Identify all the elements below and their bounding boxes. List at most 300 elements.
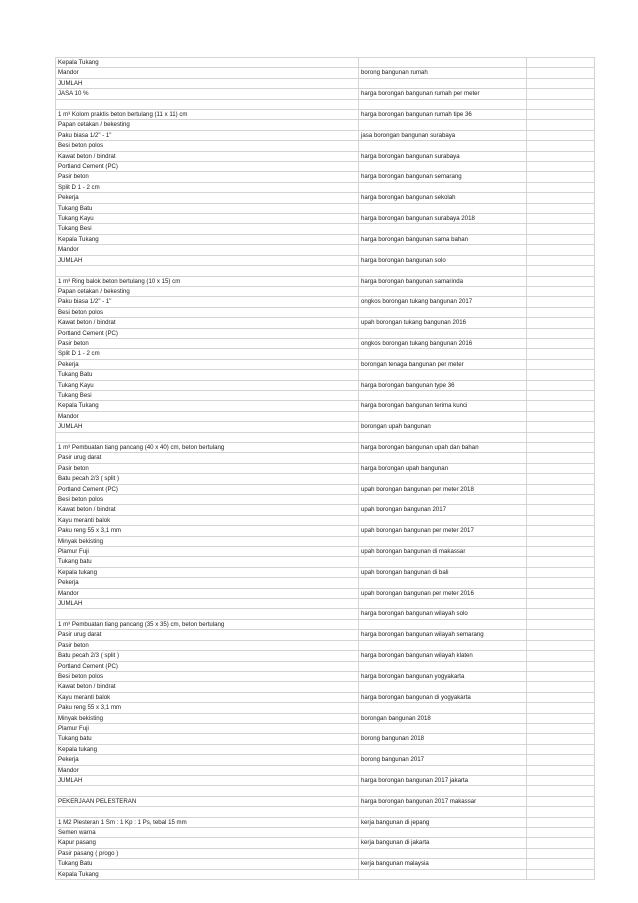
keyword-cell: [359, 744, 527, 754]
item-cell: Tukang Batu: [56, 370, 359, 380]
empty-cell: [527, 744, 595, 754]
table-row: [56, 453, 595, 463]
empty-cell: [527, 505, 595, 515]
empty-cell: [527, 349, 595, 359]
table-row: [56, 755, 595, 765]
item-cell: Tukang Besi: [56, 224, 359, 234]
keyword-cell: [359, 474, 527, 484]
empty-cell: [527, 786, 595, 796]
keyword-cell: harga borongan bangunan semarang: [359, 172, 527, 182]
empty-cell: [527, 838, 595, 848]
empty-cell: [527, 495, 595, 505]
empty-cell: [527, 266, 595, 276]
empty-cell: [527, 58, 595, 68]
keyword-cell: [359, 640, 527, 650]
table-row: [56, 786, 595, 796]
table-row: [56, 765, 595, 775]
keyword-cell: harga borongan bangunan wilayah solo: [359, 609, 527, 619]
empty-cell: [527, 297, 595, 307]
keyword-cell: harga borongan bangunan surabaya 2018: [359, 214, 527, 224]
item-cell: [56, 786, 359, 796]
empty-cell: [527, 432, 595, 442]
table-row: [56, 495, 595, 505]
empty-cell: [527, 515, 595, 525]
item-cell: Tukang batu: [56, 557, 359, 567]
keyword-cell: harga borongan bangunan upah dan bahan: [359, 442, 527, 452]
keyword-cell: [359, 682, 527, 692]
table-row: [56, 110, 595, 120]
empty-cell: [527, 775, 595, 785]
table-row: [56, 838, 595, 848]
empty-cell: [527, 671, 595, 681]
keyword-cell: [359, 58, 527, 68]
table-row: [56, 671, 595, 681]
item-cell: Kapur pasang: [56, 838, 359, 848]
keyword-cell: upah borongan bangunan di bali: [359, 567, 527, 577]
table-row: [56, 713, 595, 723]
keyword-cell: [359, 495, 527, 505]
item-cell: [56, 432, 359, 442]
empty-cell: [527, 827, 595, 837]
empty-cell: [527, 578, 595, 588]
item-cell: Besi beton polos: [56, 141, 359, 151]
empty-cell: [527, 796, 595, 806]
empty-cell: [527, 68, 595, 78]
item-cell: Minyak bekisting: [56, 713, 359, 723]
table-row: [56, 682, 595, 692]
empty-cell: [527, 848, 595, 858]
keyword-cell: [359, 765, 527, 775]
item-cell: Split D 1 - 2 cm: [56, 182, 359, 192]
keyword-cell: [359, 99, 527, 109]
spreadsheet-table: [55, 57, 595, 880]
keyword-cell: borong bangunan 2017: [359, 755, 527, 765]
empty-cell: [527, 609, 595, 619]
item-cell: Paku reng 55 x 3,1 mm: [56, 526, 359, 536]
keyword-cell: kerja bangunan malaysia: [359, 859, 527, 869]
keyword-cell: [359, 224, 527, 234]
item-cell: Pasir urug darat: [56, 630, 359, 640]
keyword-cell: [359, 328, 527, 338]
item-cell: Batu pecah 2/3 ( split ): [56, 474, 359, 484]
table-row: [56, 297, 595, 307]
item-cell: Mandor: [56, 411, 359, 421]
item-cell: Semen warna: [56, 827, 359, 837]
item-cell: JUMLAH: [56, 422, 359, 432]
table-row: [56, 422, 595, 432]
table-row: [56, 172, 595, 182]
empty-cell: [527, 682, 595, 692]
table-row: [56, 182, 595, 192]
table-row: [56, 359, 595, 369]
item-cell: Kawat beton / bindrat: [56, 151, 359, 161]
keyword-cell: [359, 120, 527, 130]
keyword-cell: [359, 723, 527, 733]
item-cell: Portland Cement (PC): [56, 661, 359, 671]
table-row: [56, 661, 595, 671]
empty-cell: [527, 193, 595, 203]
item-cell: Besi beton polos: [56, 307, 359, 317]
table-row: [56, 505, 595, 515]
empty-cell: [527, 713, 595, 723]
item-cell: Paku biasa 1/2" - 1": [56, 130, 359, 140]
item-cell: JASA 10 %: [56, 89, 359, 99]
keyword-cell: [359, 370, 527, 380]
empty-cell: [527, 182, 595, 192]
keyword-cell: [359, 141, 527, 151]
item-cell: Paku reng 55 x 3,1 mm: [56, 703, 359, 713]
keyword-cell: [359, 182, 527, 192]
keyword-cell: harga borongan bangunan type 36: [359, 380, 527, 390]
table-row: [56, 515, 595, 525]
item-cell: Paku biasa 1/2" - 1": [56, 297, 359, 307]
table-row: [56, 255, 595, 265]
table-row: [56, 328, 595, 338]
empty-cell: [527, 370, 595, 380]
keyword-cell: kerja bangunan di jakarta: [359, 838, 527, 848]
table-row: [56, 640, 595, 650]
table-row: [56, 484, 595, 494]
table-row: [56, 380, 595, 390]
item-cell: 1 m³ Pembuatan tiang pancang (40 x 40) cm, beton bertulang: [56, 442, 359, 452]
table-row: [56, 214, 595, 224]
keyword-cell: harga borongan bangunan rumah tipe 36: [359, 110, 527, 120]
table-row: [56, 338, 595, 348]
keyword-cell: [359, 848, 527, 858]
empty-cell: [527, 630, 595, 640]
item-cell: Kayu meranti balok: [56, 515, 359, 525]
table-row: [56, 234, 595, 244]
item-cell: Kawat beton / bindrat: [56, 682, 359, 692]
item-cell: [56, 609, 359, 619]
empty-cell: [527, 442, 595, 452]
item-cell: Tukang Batu: [56, 859, 359, 869]
item-cell: Portland Cement (PC): [56, 484, 359, 494]
empty-cell: [527, 203, 595, 213]
keyword-cell: [359, 390, 527, 400]
item-cell: JUMLAH: [56, 599, 359, 609]
item-cell: 1 m³ Kolom praktis beton bertulang (11 x 11) cm: [56, 110, 359, 120]
item-cell: Besi beton polos: [56, 495, 359, 505]
empty-cell: [527, 214, 595, 224]
empty-cell: [527, 245, 595, 255]
keyword-cell: ongkos borongan tukang bangunan 2017: [359, 297, 527, 307]
item-cell: Tukang Besi: [56, 390, 359, 400]
item-cell: Kepala tukang: [56, 567, 359, 577]
item-cell: 1 m³ Ring balok beton bertulang (10 x 15) cm: [56, 276, 359, 286]
keyword-cell: harga borongan bangunan sekolah: [359, 193, 527, 203]
keyword-cell: [359, 245, 527, 255]
item-cell: 1 m³ Pembuatan tiang pancang (35 x 35) cm, beton bertulang: [56, 619, 359, 629]
item-cell: Tukang Batu: [56, 203, 359, 213]
empty-cell: [527, 723, 595, 733]
keyword-cell: [359, 203, 527, 213]
item-cell: Pasir beton: [56, 338, 359, 348]
keyword-cell: [359, 286, 527, 296]
item-cell: Pasir beton: [56, 463, 359, 473]
table-row: [56, 536, 595, 546]
keyword-cell: [359, 432, 527, 442]
keyword-cell: [359, 78, 527, 88]
keyword-cell: jasa borongan bangunan surabaya: [359, 130, 527, 140]
table-row: [56, 859, 595, 869]
keyword-cell: [359, 578, 527, 588]
item-cell: Pekerja: [56, 359, 359, 369]
empty-cell: [527, 380, 595, 390]
keyword-cell: harga borongan upah bangunan: [359, 463, 527, 473]
empty-cell: [527, 390, 595, 400]
empty-cell: [527, 411, 595, 421]
empty-cell: [527, 359, 595, 369]
table-row: [56, 99, 595, 109]
keyword-cell: borong bangunan 2018: [359, 734, 527, 744]
keyword-cell: [359, 619, 527, 629]
item-cell: JUMLAH: [56, 775, 359, 785]
empty-cell: [527, 328, 595, 338]
item-cell: Mandor: [56, 588, 359, 598]
empty-cell: [527, 869, 595, 879]
item-cell: Pasir pasang ( progo ): [56, 848, 359, 858]
item-cell: Tukang Kayu: [56, 380, 359, 390]
empty-cell: [527, 255, 595, 265]
empty-cell: [527, 422, 595, 432]
table-row: [56, 390, 595, 400]
table-row: [56, 796, 595, 806]
table-row: [56, 599, 595, 609]
item-cell: Pasir beton: [56, 640, 359, 650]
empty-cell: [527, 640, 595, 650]
keyword-cell: ongkos borongan tukang bangunan 2016: [359, 338, 527, 348]
table-row: [56, 775, 595, 785]
table-row: [56, 547, 595, 557]
item-cell: Portland Cement (PC): [56, 162, 359, 172]
item-cell: Kawat beton / bindrat: [56, 505, 359, 515]
table-row: [56, 869, 595, 879]
keyword-cell: [359, 411, 527, 421]
keyword-cell: borong bangunan rumah: [359, 68, 527, 78]
table-row: [56, 807, 595, 817]
table-row: [56, 286, 595, 296]
empty-cell: [527, 567, 595, 577]
empty-cell: [527, 734, 595, 744]
empty-cell: [527, 338, 595, 348]
empty-cell: [527, 162, 595, 172]
item-cell: Pasir beton: [56, 172, 359, 182]
empty-cell: [527, 474, 595, 484]
keyword-cell: upah borongan tukang bangunan 2016: [359, 318, 527, 328]
table-row: [56, 68, 595, 78]
empty-cell: [527, 557, 595, 567]
table-row: [56, 78, 595, 88]
item-cell: [56, 266, 359, 276]
empty-cell: [527, 151, 595, 161]
keyword-cell: upah borongan bangunan per meter 2018: [359, 484, 527, 494]
table-row: [56, 370, 595, 380]
item-cell: Kepala Tukang: [56, 234, 359, 244]
item-cell: JUMLAH: [56, 78, 359, 88]
empty-cell: [527, 234, 595, 244]
empty-cell: [527, 692, 595, 702]
empty-cell: [527, 276, 595, 286]
empty-cell: [527, 110, 595, 120]
keyword-cell: harga borongan bangunan sama bahan: [359, 234, 527, 244]
table-row: [56, 130, 595, 140]
table-row: [56, 651, 595, 661]
keyword-cell: [359, 453, 527, 463]
item-cell: Kepala Tukang: [56, 869, 359, 879]
table-row: [56, 723, 595, 733]
empty-cell: [527, 755, 595, 765]
empty-cell: [527, 78, 595, 88]
empty-cell: [527, 224, 595, 234]
table-row: [56, 630, 595, 640]
keyword-cell: upah borongan bangunan 2017: [359, 505, 527, 515]
table-row: [56, 432, 595, 442]
empty-cell: [527, 651, 595, 661]
keyword-cell: [359, 515, 527, 525]
keyword-cell: [359, 869, 527, 879]
empty-cell: [527, 817, 595, 827]
keyword-cell: [359, 827, 527, 837]
keyword-cell: harga borongan bangunan yogyakarta: [359, 671, 527, 681]
table-row: [56, 609, 595, 619]
table-row: [56, 463, 595, 473]
item-cell: Pekerja: [56, 193, 359, 203]
empty-cell: [527, 703, 595, 713]
keyword-cell: [359, 307, 527, 317]
table-row: [56, 120, 595, 130]
item-cell: Tukang Kayu: [56, 214, 359, 224]
item-cell: Besi beton polos: [56, 671, 359, 681]
table-row: [56, 307, 595, 317]
item-cell: Plamur Fuji: [56, 723, 359, 733]
keyword-cell: upah borongan bangunan per meter 2017: [359, 526, 527, 536]
table-row: [56, 526, 595, 536]
keyword-cell: [359, 162, 527, 172]
item-cell: [56, 99, 359, 109]
empty-cell: [527, 661, 595, 671]
table-row: [56, 349, 595, 359]
keyword-cell: [359, 786, 527, 796]
item-cell: Kawat beton / bindrat: [56, 318, 359, 328]
keyword-cell: [359, 661, 527, 671]
table-row: [56, 474, 595, 484]
keyword-cell: [359, 536, 527, 546]
table-row: [56, 703, 595, 713]
empty-cell: [527, 463, 595, 473]
table-row: [56, 401, 595, 411]
table-row: [56, 151, 595, 161]
item-cell: Mandor: [56, 245, 359, 255]
empty-cell: [527, 453, 595, 463]
table-row: [56, 89, 595, 99]
keyword-cell: harga borongan bangunan 2017 makassar: [359, 796, 527, 806]
keyword-cell: borongan bangunan 2018: [359, 713, 527, 723]
table-row: [56, 848, 595, 858]
empty-cell: [527, 547, 595, 557]
table-row: [56, 411, 595, 421]
table-row: [56, 266, 595, 276]
keyword-cell: harga borongan bangunan rumah per meter: [359, 89, 527, 99]
table-row: [56, 692, 595, 702]
empty-cell: [527, 619, 595, 629]
table-row: [56, 817, 595, 827]
keyword-cell: [359, 807, 527, 817]
item-cell: Papan cetakan / bekesting: [56, 286, 359, 296]
empty-cell: [527, 99, 595, 109]
table-row: [56, 162, 595, 172]
table-row: [56, 276, 595, 286]
item-cell: Kepala Tukang: [56, 401, 359, 411]
empty-cell: [527, 807, 595, 817]
empty-cell: [527, 484, 595, 494]
keyword-cell: harga borongan bangunan wilayah klaten: [359, 651, 527, 661]
spreadsheet-body: [56, 58, 595, 880]
empty-cell: [527, 307, 595, 317]
empty-cell: [527, 536, 595, 546]
table-row: [56, 318, 595, 328]
table-row: [56, 619, 595, 629]
keyword-cell: [359, 703, 527, 713]
table-row: [56, 442, 595, 452]
item-cell: Portland Cement (PC): [56, 328, 359, 338]
table-row: [56, 141, 595, 151]
item-cell: 1 M2 Plesteran 1 Sm : 1 Kp : 1 Ps, tebal 15 mm: [56, 817, 359, 827]
table-row: [56, 734, 595, 744]
item-cell: [56, 807, 359, 817]
keyword-cell: harga borongan bangunan 2017 jakarta: [359, 775, 527, 785]
empty-cell: [527, 172, 595, 182]
keyword-cell: kerja bangunan di jepang: [359, 817, 527, 827]
table-row: [56, 567, 595, 577]
empty-cell: [527, 89, 595, 99]
empty-cell: [527, 526, 595, 536]
table-row: [56, 193, 595, 203]
table-row: [56, 744, 595, 754]
table-row: [56, 224, 595, 234]
empty-cell: [527, 599, 595, 609]
table-row: [56, 578, 595, 588]
keyword-cell: borongan upah bangunan: [359, 422, 527, 432]
keyword-cell: harga borongan bangunan samarinda: [359, 276, 527, 286]
empty-cell: [527, 141, 595, 151]
keyword-cell: upah borongan bangunan di makassar: [359, 547, 527, 557]
item-cell: Minyak bekisting: [56, 536, 359, 546]
item-cell: Kepala Tukang: [56, 58, 359, 68]
keyword-cell: harga borongan bangunan di yogyakarta: [359, 692, 527, 702]
table-row: [56, 827, 595, 837]
keyword-cell: harga borongan bangunan terima kunci: [359, 401, 527, 411]
table-row: [56, 557, 595, 567]
keyword-cell: harga borongan bangunan wilayah semarang: [359, 630, 527, 640]
item-cell: Tukang batu: [56, 734, 359, 744]
keyword-cell: [359, 349, 527, 359]
keyword-cell: harga borongan bangunan surabaya: [359, 151, 527, 161]
item-cell: Split D 1 - 2 cm: [56, 349, 359, 359]
item-cell: Kayu meranti balok: [56, 692, 359, 702]
item-cell: Pekerja: [56, 755, 359, 765]
item-cell: Pasir urug darat: [56, 453, 359, 463]
item-cell: Papan cetakan / bekesting: [56, 120, 359, 130]
keyword-cell: borongan tenaga bangunan per meter: [359, 359, 527, 369]
table-row: [56, 58, 595, 68]
item-cell: Batu pecah 2/3 ( split ): [56, 651, 359, 661]
empty-cell: [527, 120, 595, 130]
keyword-cell: [359, 266, 527, 276]
item-cell: Plamur Fuji: [56, 547, 359, 557]
item-cell: PEKERJAAN PELESTERAN: [56, 796, 359, 806]
item-cell: Mandor: [56, 68, 359, 78]
